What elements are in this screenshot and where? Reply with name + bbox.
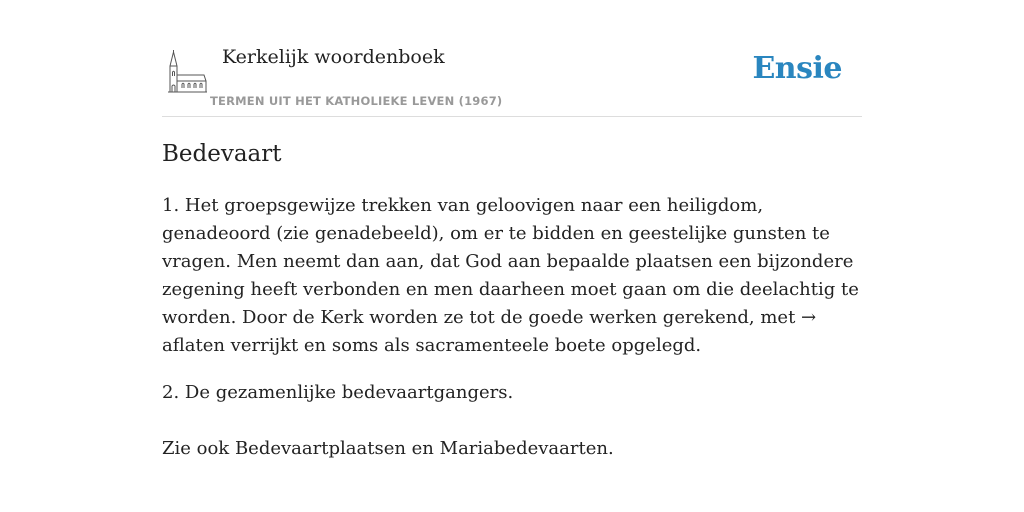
- ensie-logo-link[interactable]: Ensie: [752, 51, 842, 86]
- page-content: [162, 0, 862, 459]
- see-also-conjunction: en: [405, 438, 440, 459]
- link-mariabedevaarten[interactable]: Mariabedevaarten: [439, 438, 608, 459]
- see-also: [162, 435, 614, 463]
- link-aflaten[interactable]: aflaten: [162, 335, 225, 356]
- link-bedevaartplaatsen[interactable]: Bedevaartplaatsen: [234, 438, 406, 459]
- definition-1-text-end: verrijkt en soms als sacramenteele boete opgelegd.: [224, 335, 702, 356]
- see-also-prefix: Zie ook: [162, 438, 235, 459]
- dictionary-subtitle: TERMEN UIT HET KATHOLIEKE LEVEN (1967): [210, 94, 503, 108]
- see-also-suffix: .: [607, 438, 614, 459]
- entry-term: Bedevaart: [162, 141, 282, 167]
- dictionary-title[interactable]: Kerkelijk woordenboek: [222, 46, 445, 68]
- definition-1: [162, 192, 862, 360]
- dictionary-header: [162, 0, 862, 117]
- definition-2: 2. De gezamenlijke bedevaartgangers.: [162, 382, 514, 403]
- definition-1-text: 1. Het groepsgewijze trekken van geloovigen naar een heiligdom, genadeoord (zie genadebeeld), om er te bidden en geestelijke gunsten te vragen. Men neemt dan aan, dat God aan bepaalde plaatsen een bijzondere zegening heeft verbonden en men daarheen moet gaan om die deelachtig te worden. Door de Kerk worden ze tot de goede werken gerekend, met: [162, 195, 859, 328]
- church-icon[interactable]: [164, 50, 208, 94]
- arrow-icon: →: [801, 307, 817, 328]
